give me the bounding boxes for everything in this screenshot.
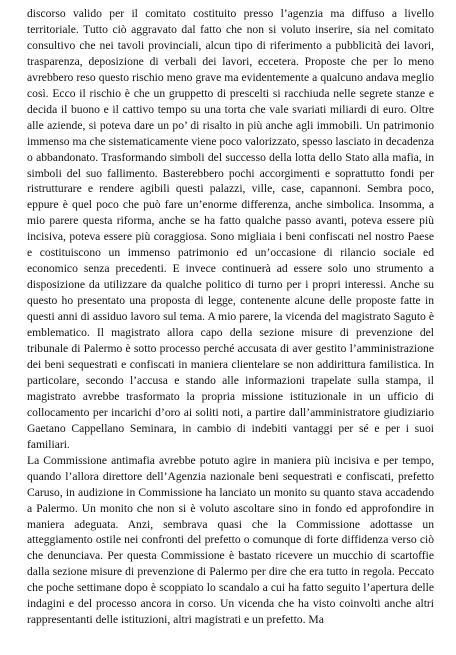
paragraph-2: La Commissione antimafia avrebbe potuto agire in maniera più incisiva e per tempo, quando l’allora direttore dell’Agenzia nazionale beni sequestrati e confiscati, prefetto Caruso, in audizione in Commissione ha lanciato un monito su quanto stava accadendo a Palermo. Un monito che non si è voluto ascoltare sino in fondo ed approfondire in maniera adeguata. Anzi, sembrava quasi che la Commissione adottasse un atteggiamento ostile nei confronti del prefetto o comunque di forte diffidenza verso ciò che denunciava. Per questa Commissione è bastato ricevere un mucchio di scartoffie dalla sezione misure di prevenzione di Palermo per dire che era tutto in regola. Peccato che poche settimane dopo è scoppiato lo scandalo a cui ha fatto seguito l’apertura delle indagini e del processo ancora in corso. Un vicenda che ha visto coinvolti anche altri rappresentanti delle istituzioni, altri magistrati e un prefetto. Ma <box>27 453 434 627</box>
paragraph-1: discorso valido per il comitato costituito presso l’agenzia ma diffuso a livello territoriale. Tutto ciò aggravato dal fatto che non si voluto inserire, sia nel comitato consultivo che nei tavoli provinciali, alcun tipo di riferimento a pubblicità dei lavori, trasparenza, deposizione di verbali dei lavori, eccetera. Proposte che per lo meno avrebbero reso questo rischio meno grave ma evidentemente a qualcuno andava meglio così. Ecco il rischio è che un gruppetto di prescelti si racchiuda nelle segrete stanze e decida il buono e il cattivo tempo su una torta che vale svariati miliardi di euro. Oltre alle aziende, si poteva dare un po’ di risalto in più anche agli immobili. Un patrimonio immenso ma che sistematicamente viene poco valorizzato, spesso lasciato in decadenza o abbandonato. Trasformando simboli del successo della lotta dello Stato alla mafia, in simboli del suo fallimento. Basterebbero pochi accorgimenti e soprattutto fondi per ristrutturare e rendere agibili questi palazzi, ville, case, capannoni. Sembra poco, eppure è quel poco che può fare un’enorme differenza, anche simbolica. Insomma, a mio parere questa riforma, anche se ha fatto qualche passo avanti, poteva essere più incisiva, poteva essere più coraggiosa. Sono migliaia i beni confiscati nel nostro Paese e costituiscono un immenso patrimonio ed un’occasione di rilancio sociale ed economico senza precedenti. E invece continuerà ad essere solo uno strumento a disposizione da utilizzare da qualche politico di turno per i propri interessi. Anche su questo ho presentato una proposta di legge, contenente alcune delle proposte fatte in questi anni di assiduo lavoro sul tema. A mio parere, la vicenda del magistrato Saguto è emblematico. Il magistrato allora capo della sezione misure di prevenzione del tribunale di Palermo è sotto processo perché accusata di aver gestito l’amministrazione dei beni sequestrati e confiscati in maniera clientelare se non addirittura familistica. In particolare, secondo l’accusa e stando alle informazioni trapelate sulla stampa, il magistrato avrebbe trasformato la propria missione istituzionale in un ufficio di collocamento per incarichi d’oro ai soliti noti, a partire dall’amministratore giudiziario Gaetano Cappellano Seminara, in cambio di indebiti vantaggi per sé e per i suoi familiari. <box>27 7 434 451</box>
